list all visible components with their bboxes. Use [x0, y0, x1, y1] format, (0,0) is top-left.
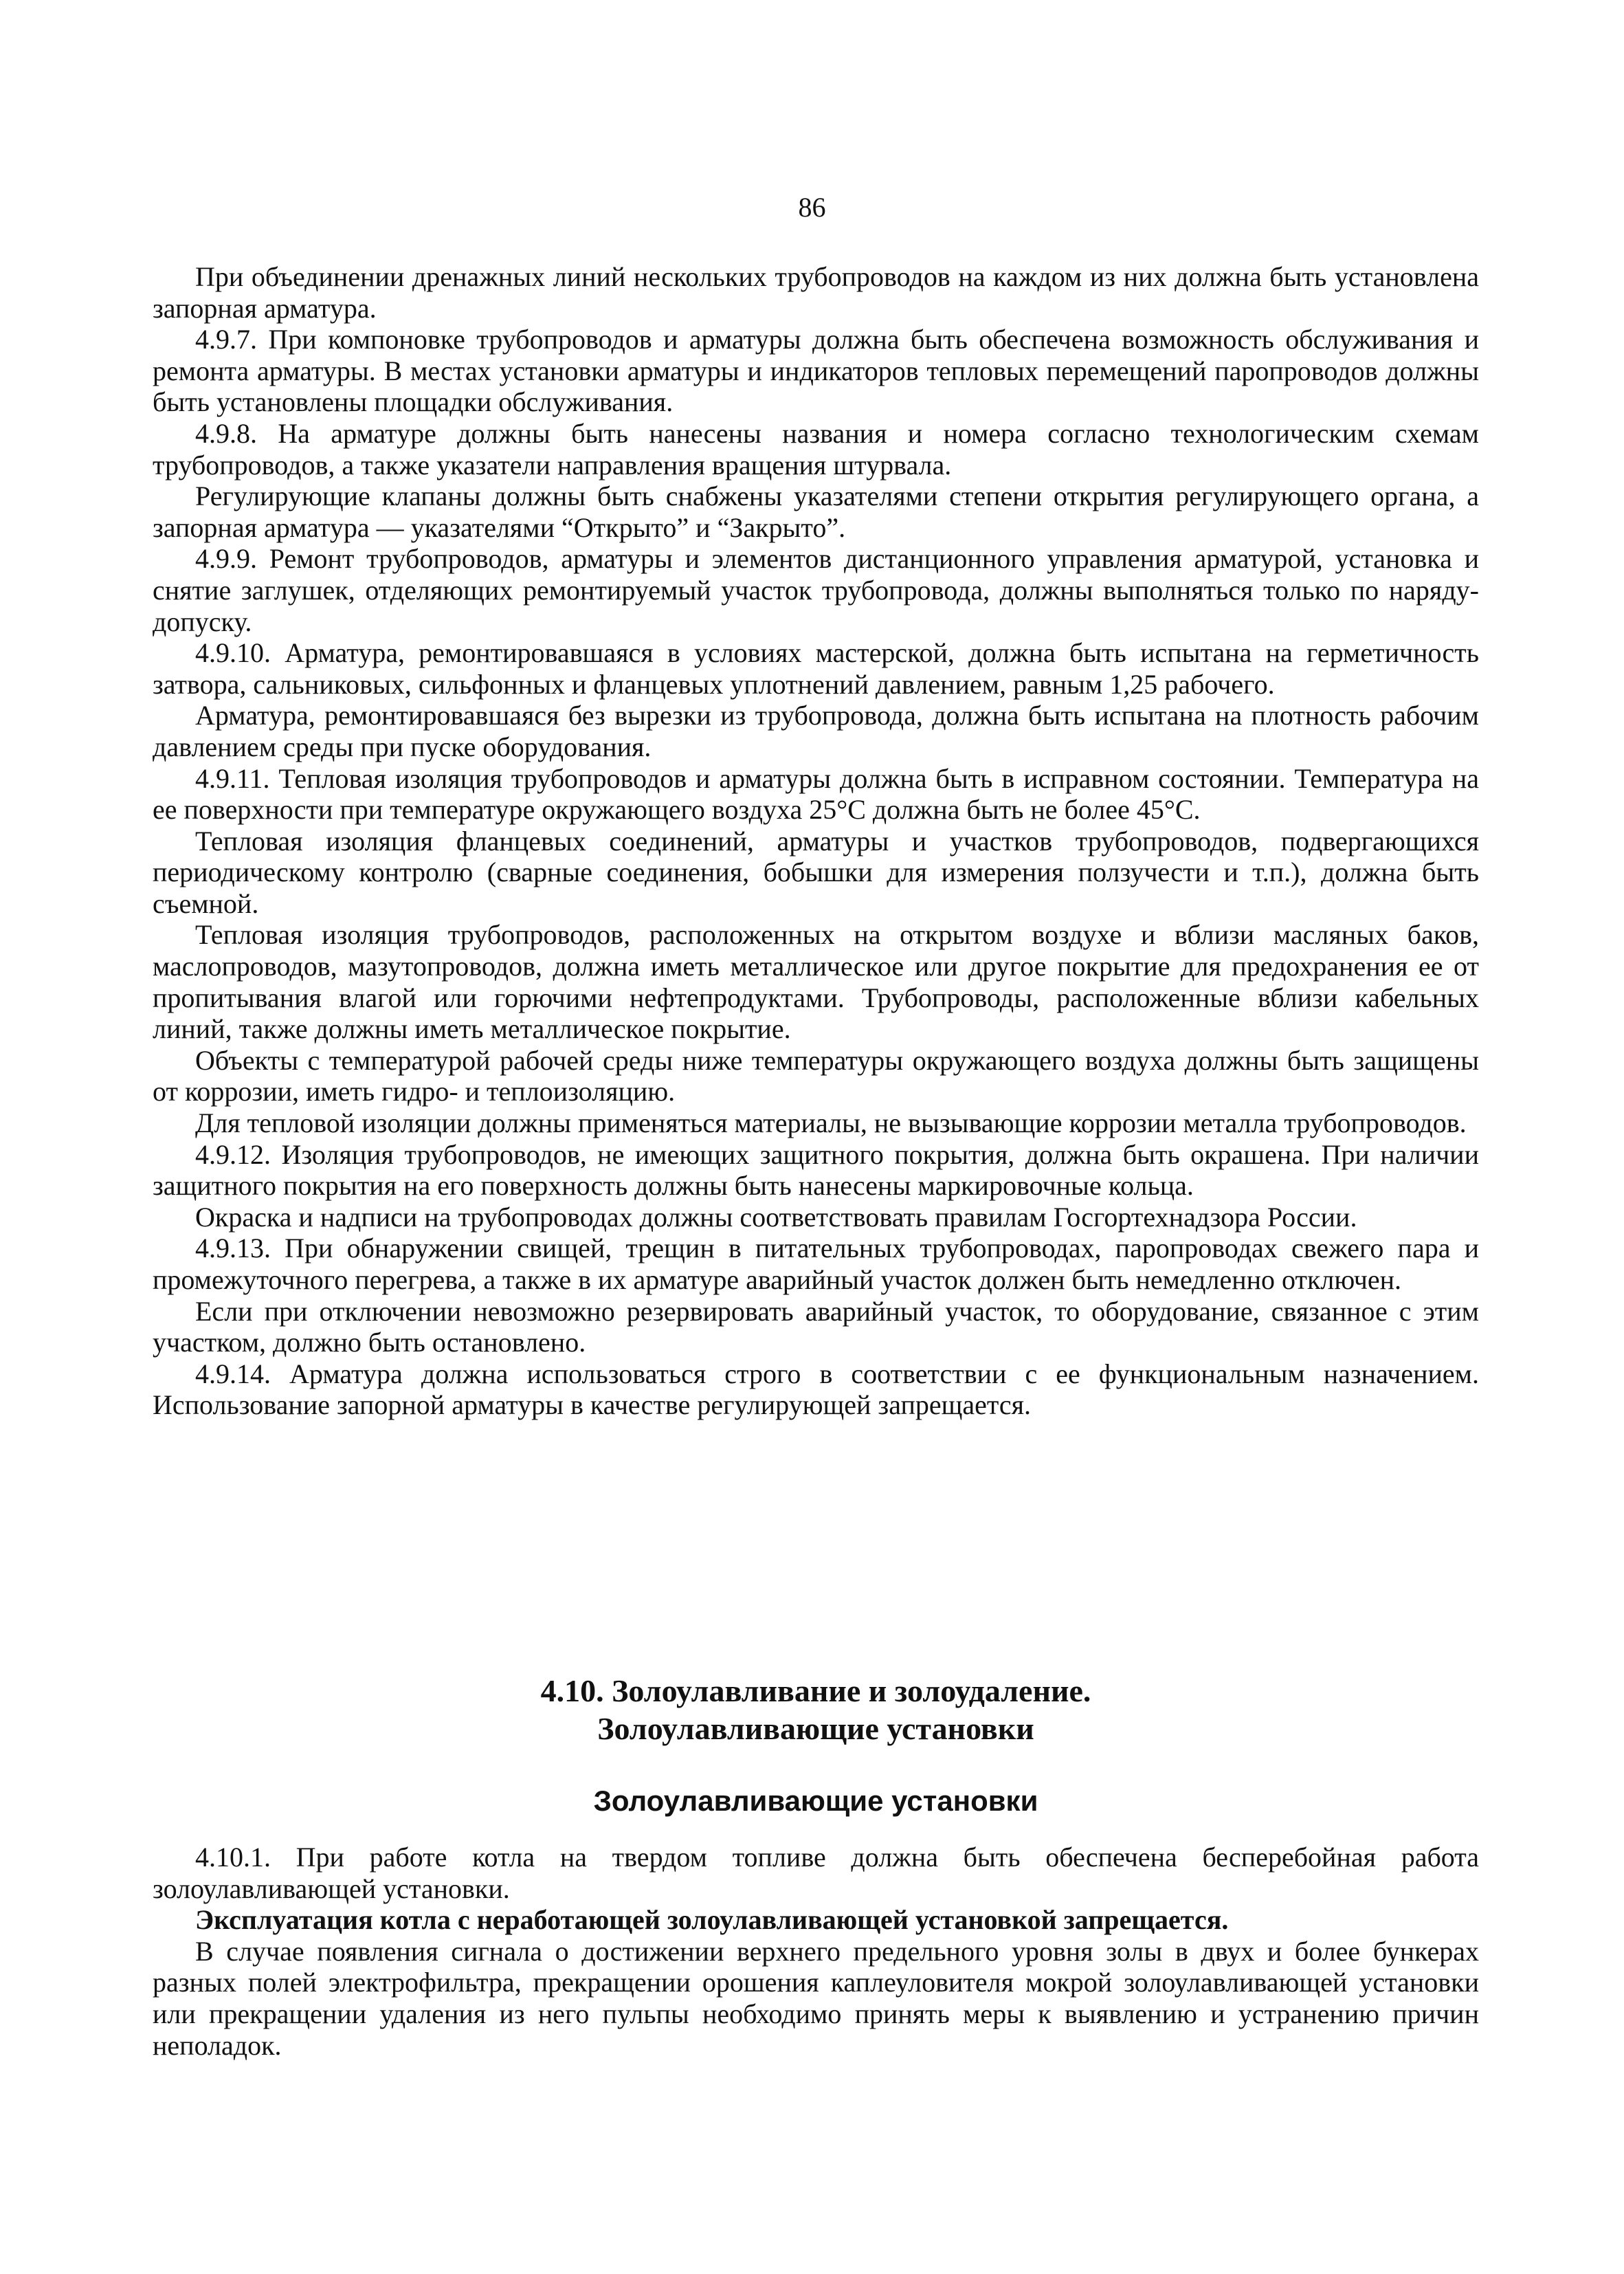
paragraph: Окраска и надписи на трубопроводах должны соответствовать правилам Госгортехнадзора России. — [195, 1201, 1357, 1233]
paragraph-emphasis: Эксплуатация котла с неработающей золоулавливающей установкой запрещается. — [195, 1904, 1229, 1936]
paragraph: 4.9.8. На арматуре должны быть нанесены названия и номера согласно технологическим схемам трубопроводов, а также указатели направления вращения штурвала. — [153, 417, 1479, 481]
paragraph: Для тепловой изоляции должны применяться материалы, не вызывающие коррозии металла трубопроводов. — [195, 1107, 1467, 1139]
paragraph: 4.9.7. При компоновке трубопроводов и арматуры должна быть обеспечена возможность обслуживания и ремонта арматуры. В местах установки арматуры и индикаторов тепловых перемещений паропроводов должны быть установлены площадки обслуживания. — [153, 324, 1479, 418]
paragraph: 4.9.12. Изоляция трубопроводов, не имеющих защитного покрытия, должна быть окрашена. При наличии защитного покрытия на его поверхность должны быть нанесены маркировочные кольца. — [153, 1138, 1479, 1202]
paragraph: 4.9.9. Ремонт трубопроводов, арматуры и элементов дистанционного управления арматурой, установка и снятие заглушек, отделяющих ремонтируемый участок трубопровода, должны выполняться только по наряду-допуску. — [153, 543, 1479, 637]
paragraph: 4.10.1. При работе котла на твердом топливе должна быть обеспечена бесперебойная работа золоулавливающей установки. — [153, 1842, 1479, 1904]
paragraph: Арматура, ремонтировавшаяся без вырезки из трубопровода, должна быть испытана на плотность рабочим давлением среды при пуске оборудования. — [153, 700, 1479, 762]
paragraph: В случае появления сигнала о достижении верхнего предельного уровня золы в двух и более бункерах разных полей электрофильтра, прекращении орошения каплеуловителя мокрой золоулавливающей установки или прекращении удаления из него пульпы необходимо принять меры к выявлению и устранению причин неполадок. — [153, 1935, 1479, 2061]
section-subheading: Золоулавливающие установки — [593, 1785, 1038, 1817]
section-body-text — [153, 1842, 1479, 2061]
paragraph: 4.9.13. При обнаружении свищей, трещин в питательных трубопроводах, паропроводах свежего пара и промежуточного перегрева, а также в их арматуре аварийный участок должен быть немедленно отключен. — [153, 1233, 1479, 1295]
paragraph: Регулирующие клапаны должны быть снабжены указателями степени открытия регулирующего органа, а запорная арматура — указателями “Открыто” и “Закрыто”. — [153, 481, 1479, 543]
paragraph: Тепловая изоляция фланцевых соединений, арматуры и участков трубопроводов, подвергающихся периодическому контролю (сварные соединения, бобышки для измерения ползучести и т.п.), должна быть съемной. — [153, 825, 1479, 919]
section-heading-line-2: Золоулавливающие установки — [597, 1711, 1034, 1746]
page-number: 86 — [798, 192, 826, 223]
paragraph: Тепловая изоляция трубопроводов, расположенных на открытом воздухе и вблизи масляных баков, маслопроводов, мазутопроводов, должна иметь металлическое или другое покрытие для предохранения ее от пропитывания влагой или горючими нефтепродуктами. Трубопроводы, расположенные вблизи кабельных линий, также должны иметь металлическое покрытие. — [153, 919, 1479, 1045]
body-text — [153, 261, 1479, 1421]
paragraph: 4.9.14. Арматура должна использоваться строго в соответствии с ее функциональным назначением. Использование запорной арматуры в качестве регулирующей запрещается. — [153, 1358, 1479, 1421]
paragraph: 4.9.11. Тепловая изоляция трубопроводов и арматуры должна быть в исправном состоянии. Температура на ее поверхности при температуре окружающего воздуха 25°С должна быть не более 45°С. — [153, 762, 1479, 826]
paragraph: Объекты с температурой рабочей среды ниже температуры окружающего воздуха должны быть защищены от коррозии, иметь гидро- и теплоизоляцию. — [153, 1044, 1479, 1107]
paragraph: 4.9.10. Арматура, ремонтировавшаяся в условиях мастерской, должна быть испытана на герметичность затвора, сальниковых, сильфонных и фланцевых уплотнений давлением, равным 1,25 рабочего. — [153, 637, 1479, 700]
section-heading — [153, 1672, 1479, 1747]
paragraph: При объединении дренажных линий нескольких трубопроводов на каждом из них должна быть установлена запорная арматура. — [153, 261, 1479, 324]
paragraph: Если при отключении невозможно резервировать аварийный участок, то оборудование, связанное с этим участком, должно быть остановлено. — [153, 1295, 1479, 1358]
section-heading-line-1: 4.10. Золоулавливание и золоудаление. — [540, 1673, 1091, 1708]
